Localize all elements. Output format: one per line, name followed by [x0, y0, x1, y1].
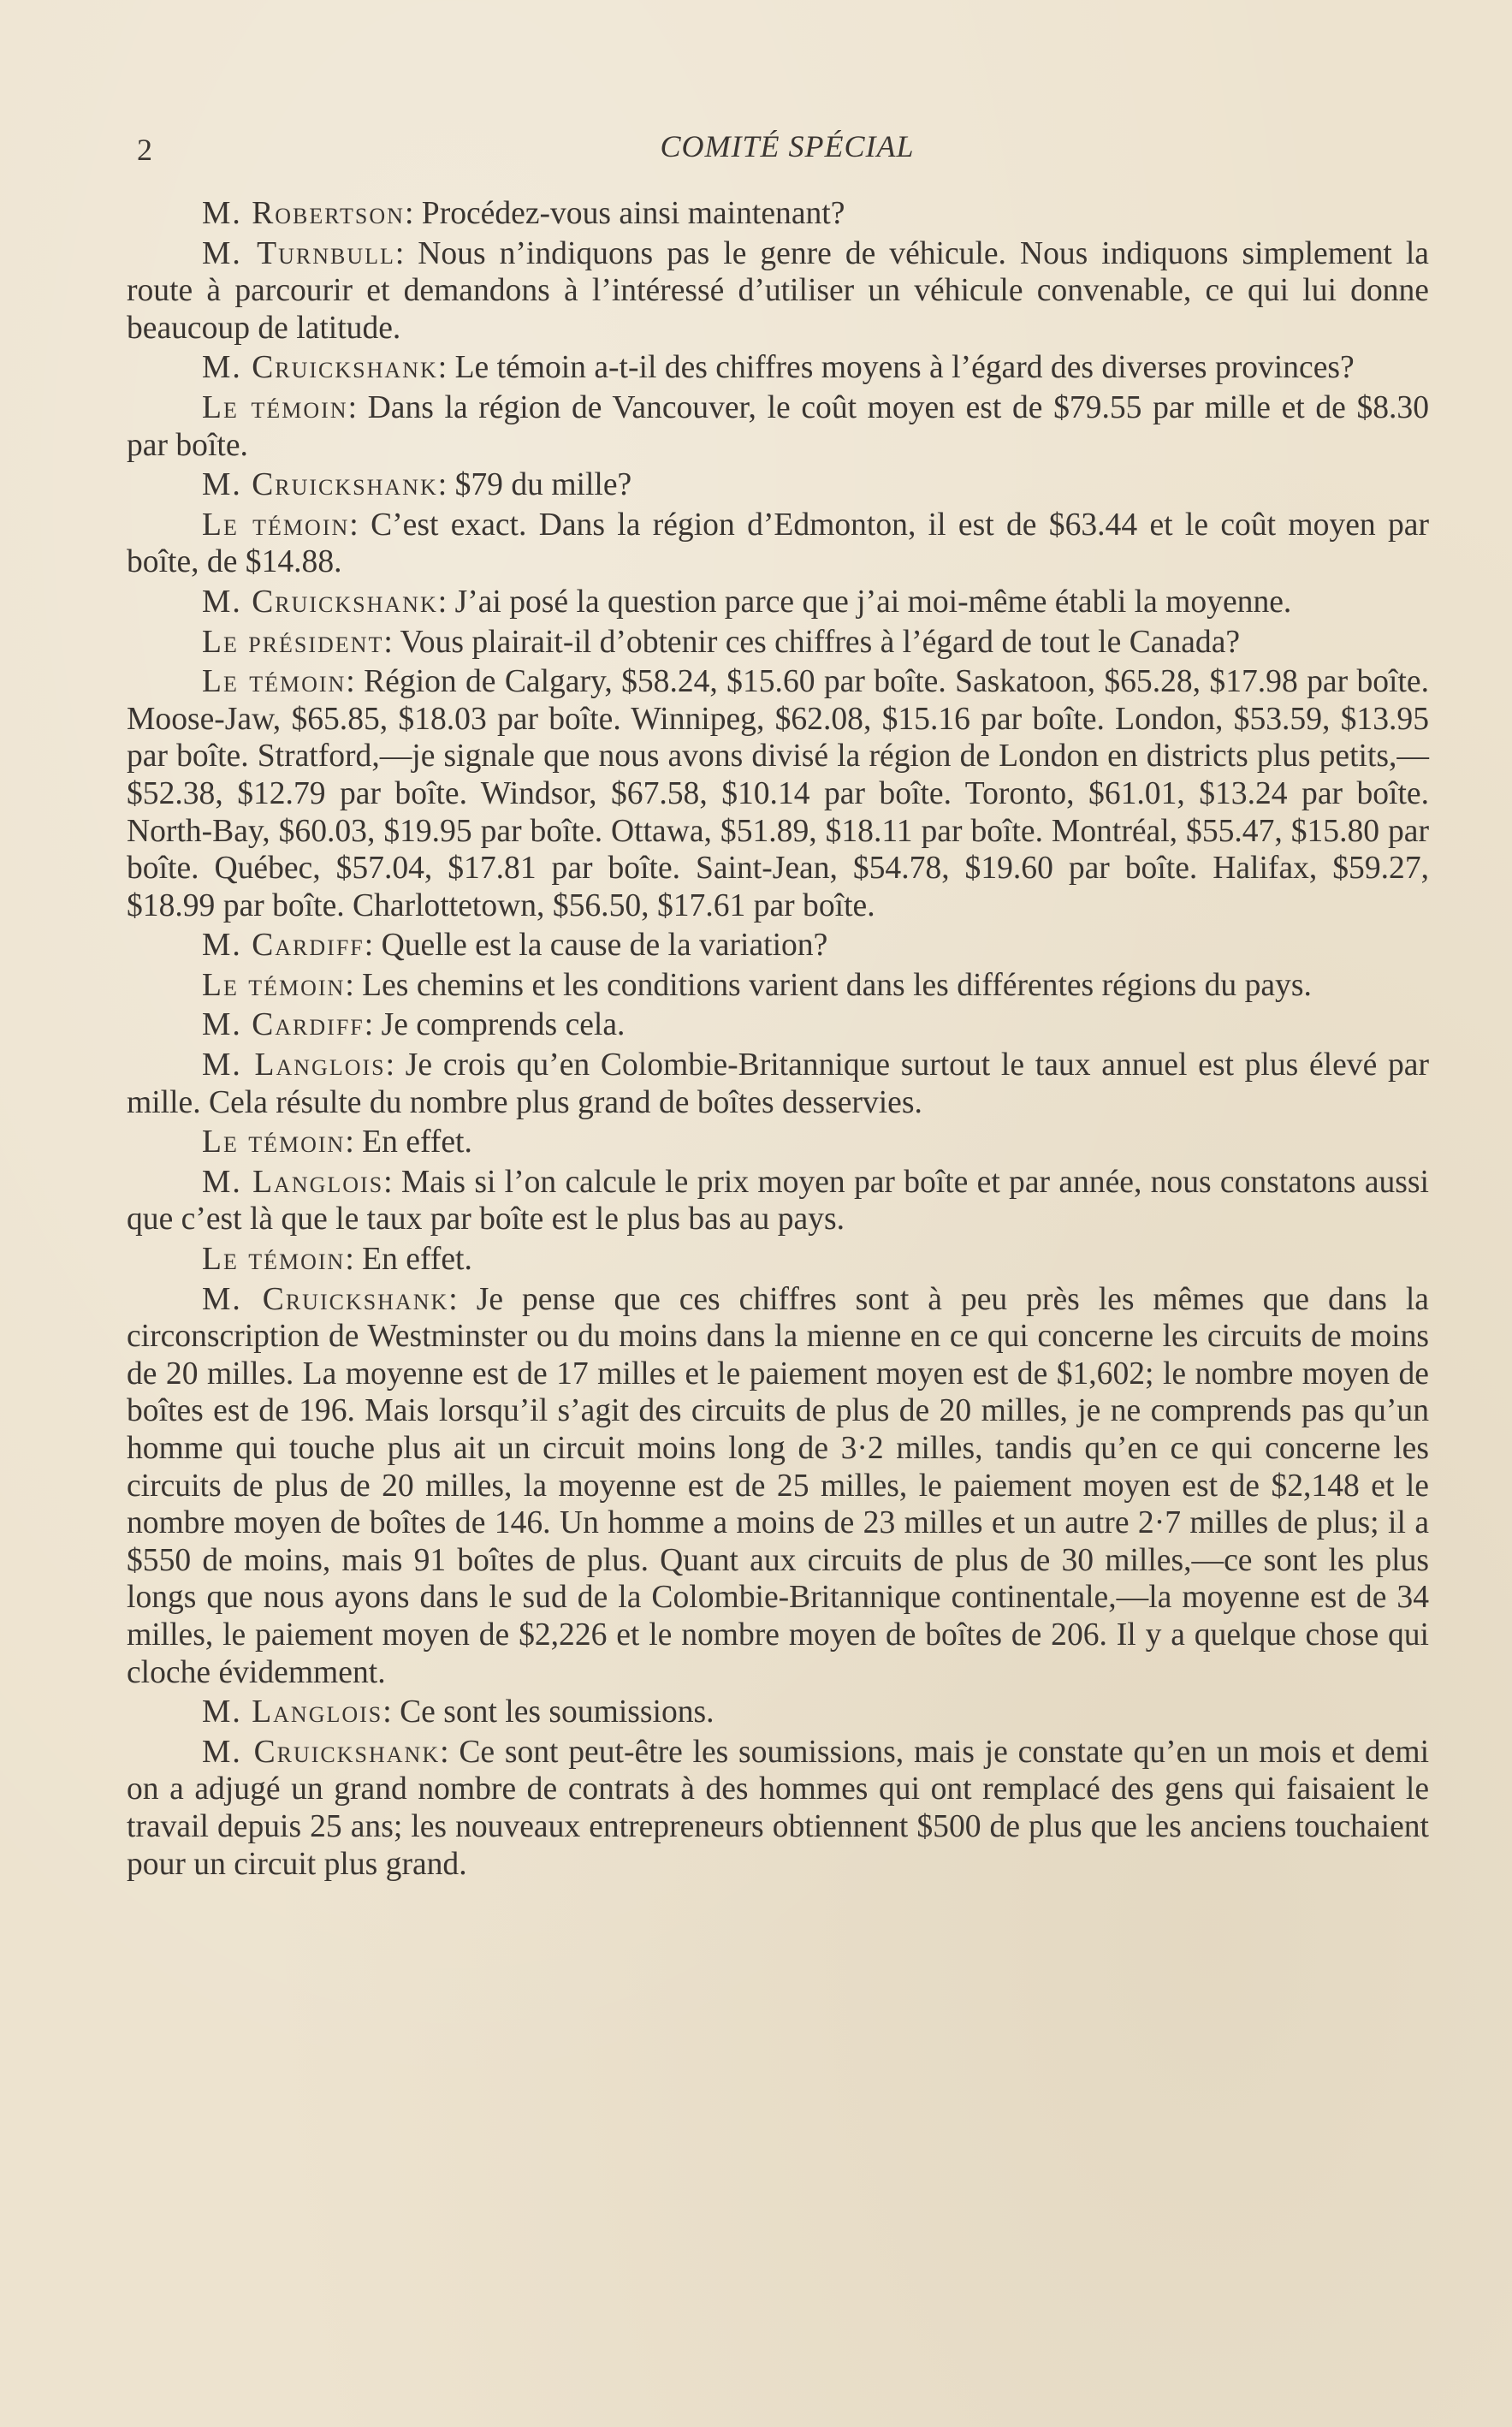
transcript-paragraph — [127, 235, 1429, 347]
speech-text: Je comprends cela. — [381, 1007, 626, 1043]
speech-text: J’ai posé la question parce que j’ai moi-même établi la moyenne. — [454, 584, 1292, 620]
speaker-name: Le témoin — [202, 967, 346, 1003]
speech-text: Le témoin a-t-il des chiffres moyens à l’égard des diverses provinces? — [454, 350, 1355, 386]
speaker-separator: : — [349, 507, 371, 543]
transcript-paragraph — [127, 1734, 1429, 1883]
transcript-paragraph — [127, 507, 1429, 581]
speaker-separator: : — [364, 928, 382, 964]
speaker-label — [202, 584, 455, 620]
speaker-name: Le témoin — [202, 389, 348, 425]
speech-text: Je pense que ces chiffres sont à peu près les mêmes que dans la circonscription de Westminster ou du moins dans la mienne en ce qui concerne les circuits de moins de 20 milles. La moyenne est de 17 milles et le paiement moyen est de $1,602; le nombre moyen de boîtes est de 196. Mais lorsqu’il s’agit des circuits de plus de 20 milles, je ne comprends pas qu’un homme qui touche plus ait un circuit moins long de 3·2 milles, tandis qu’en ce qui concerne les circuits de plus de 20 milles, la moyenne est de 25 milles, le paiement moyen est de $2,148 et le nombre moyen de boîtes de 146. Un homme a moins de 23 milles et un autre 2·7 milles de plus; il a $550 de moins, mais 91 boîtes de plus. Quant aux circuits de plus de 30 milles,—ce sont les plus longs que nous ayons dans le sud de la Colombie-Britannique continentale,—la moyenne est de 34 milles, le paiement moyen de $2,226 et le nombre moyen de boîtes de 206. Il y a quelque chose qui cloche évidemment. — [127, 1281, 1429, 1690]
speaker-separator: : — [345, 1124, 363, 1160]
speaker-name: M. Turnbull — [202, 235, 395, 271]
speaker-label — [202, 1124, 362, 1160]
speaker-label — [202, 236, 418, 271]
speaker-name: M. Robertson — [202, 196, 405, 231]
speaker-label — [202, 1047, 406, 1083]
speaker-name: Le témoin — [202, 664, 347, 700]
speech-text: Mais si l’on calcule le prix moyen par boîte et par année, nous constatons aussi que c’est là que le taux par boîte est le plus bas au pays. — [127, 1164, 1429, 1237]
transcript-paragraph — [127, 1164, 1429, 1238]
transcript-body — [127, 195, 1429, 1885]
speaker-name: M. Langlois — [202, 1047, 386, 1083]
transcript-paragraph — [127, 466, 1429, 504]
speaker-label — [202, 625, 400, 660]
speech-text: Ce sont peut-être les soumissions, mais je constate qu’en un mois et demi on a adjugé un grand nombre de contrats à des hommes qui ont remplacé des gens qui faisaient le travail depuis 25 ans; les nouveaux entrepreneurs obtiennent $500 de plus que les anciens touchaient pour un circuit plus grand. — [127, 1734, 1430, 1882]
transcript-paragraph — [127, 389, 1429, 464]
speaker-label — [202, 928, 382, 963]
speaker-label — [202, 1735, 459, 1770]
speaker-name: M. Langlois — [202, 1164, 384, 1200]
speaker-name: Le témoin — [202, 507, 350, 543]
speech-text: C’est exact. Dans la région d’Edmonton, il est de $63.44 et le coût moyen par boîte, de $14.88. — [127, 507, 1430, 580]
speaker-label — [202, 196, 422, 231]
speech-text: Je crois qu’en Colombie-Britannique surtout le taux annuel est plus élevé par mille. Cela résulte du nombre plus grand de boîtes desservies. — [127, 1047, 1429, 1120]
speaker-label — [202, 467, 455, 502]
transcript-paragraph — [127, 349, 1429, 387]
speaker-label — [202, 968, 362, 1003]
speaker-separator: : — [383, 624, 400, 660]
transcript-paragraph — [127, 1241, 1429, 1279]
transcript-paragraph — [127, 624, 1429, 662]
transcript-paragraph — [127, 967, 1429, 1005]
transcript-paragraph — [127, 1694, 1429, 1731]
speaker-name: M. Cruickshank — [202, 584, 438, 620]
speaker-separator: : — [382, 1694, 400, 1730]
speaker-separator: : — [345, 1242, 363, 1278]
transcript-paragraph — [127, 663, 1429, 924]
speaker-separator: : — [448, 1281, 477, 1317]
speaker-name: Le témoin — [202, 1242, 346, 1278]
speaker-label — [202, 1694, 400, 1730]
speaker-separator: : — [437, 350, 455, 386]
speaker-separator: : — [383, 1164, 401, 1200]
speaker-name: M. Langlois — [202, 1694, 383, 1730]
transcript-paragraph — [127, 1006, 1429, 1044]
speaker-name: M. Cardiff — [202, 928, 365, 964]
speaker-separator: : — [404, 196, 422, 231]
speaker-label — [202, 1007, 382, 1042]
speaker-separator: : — [347, 389, 368, 425]
speaker-name: M. Cruickshank — [202, 1734, 441, 1770]
speaker-separator: : — [394, 235, 418, 271]
transcript-paragraph — [127, 195, 1429, 233]
speaker-label — [202, 350, 455, 385]
transcript-paragraph — [127, 584, 1429, 621]
speech-text: Procédez-vous ainsi maintenant? — [421, 196, 845, 231]
speaker-separator: : — [440, 1734, 460, 1770]
speech-text: Région de Calgary, $58.24, $15.60 par boîte. Saskatoon, $65.28, $17.98 par boîte. Moose-Jaw, $65.85, $18.03 par boîte. Winnipeg, $62.08, $15.16 par boîte. London, $53.59, $13.95 par boîte. Stratford,—je signale que nous avons divisé la région de London en districts plus petits,—$52.38, $12.79 par boîte. Windsor, $67.58, $10.14 par boîte. Toronto, $61.01, $13.24 par boîte. North-Bay, $60.03, $19.95 par boîte. Ottawa, $51.89, $18.11 par boîte. Montréal, $55.47, $15.80 par boîte. Québec, $57.04, $17.81 par boîte. Saint-Jean, $54.78, $19.60 par boîte. Halifax, $59.27, $18.99 par boîte. Charlottetown, $56.50, $17.61 par boîte. — [127, 664, 1429, 923]
speech-text: Nous n’indiquons pas le genre de véhicule. Nous indiquons simplement la route à parcourir et demandons à l’intéressé d’utiliser un véhicule convenable, ce qui lui donne beaucoup de latitude. — [127, 235, 1429, 346]
transcript-paragraph — [127, 1281, 1429, 1692]
speaker-name: M. Cruickshank — [202, 1281, 449, 1317]
speech-text: Ce sont les soumissions. — [400, 1694, 714, 1730]
speech-text: Les chemins et les conditions varient dans les différentes régions du pays. — [362, 967, 1312, 1003]
running-title: COMITÉ SPÉCIAL — [660, 129, 915, 163]
speech-text: En effet. — [362, 1242, 472, 1278]
page-header — [133, 128, 1442, 171]
speaker-name: M. Cardiff — [202, 1007, 365, 1043]
speech-text: Quelle est la cause de la variation? — [381, 928, 828, 964]
speaker-label — [202, 664, 364, 699]
speaker-separator: : — [385, 1047, 406, 1083]
speaker-separator: : — [437, 584, 455, 620]
speaker-label — [202, 390, 368, 425]
transcript-paragraph — [127, 1047, 1429, 1121]
speaker-name: Le témoin — [202, 1124, 346, 1160]
speech-text: En effet. — [362, 1124, 472, 1160]
speaker-separator: : — [345, 967, 363, 1003]
speech-text: Dans la région de Vancouver, le coût moyen est de $79.55 par mille et de $8.30 par boîte. — [127, 389, 1429, 463]
speech-text: Vous plairait-il d’obtenir ces chiffres à l’égard de tout le Canada? — [400, 624, 1241, 660]
speaker-separator: : — [346, 664, 365, 700]
speaker-label — [202, 507, 371, 543]
transcript-paragraph — [127, 927, 1429, 964]
speaker-separator: : — [437, 467, 455, 503]
speech-text: $79 du mille? — [454, 467, 632, 503]
page-number: 2 — [137, 133, 152, 167]
speaker-label — [202, 1242, 362, 1277]
transcript-paragraph — [127, 1124, 1429, 1161]
speaker-label — [202, 1282, 477, 1317]
speaker-name: M. Cruickshank — [202, 467, 438, 503]
speaker-name: Le président — [202, 624, 384, 660]
speaker-name: M. Cruickshank — [202, 350, 438, 386]
speaker-label — [202, 1165, 401, 1200]
speaker-separator: : — [364, 1007, 382, 1043]
